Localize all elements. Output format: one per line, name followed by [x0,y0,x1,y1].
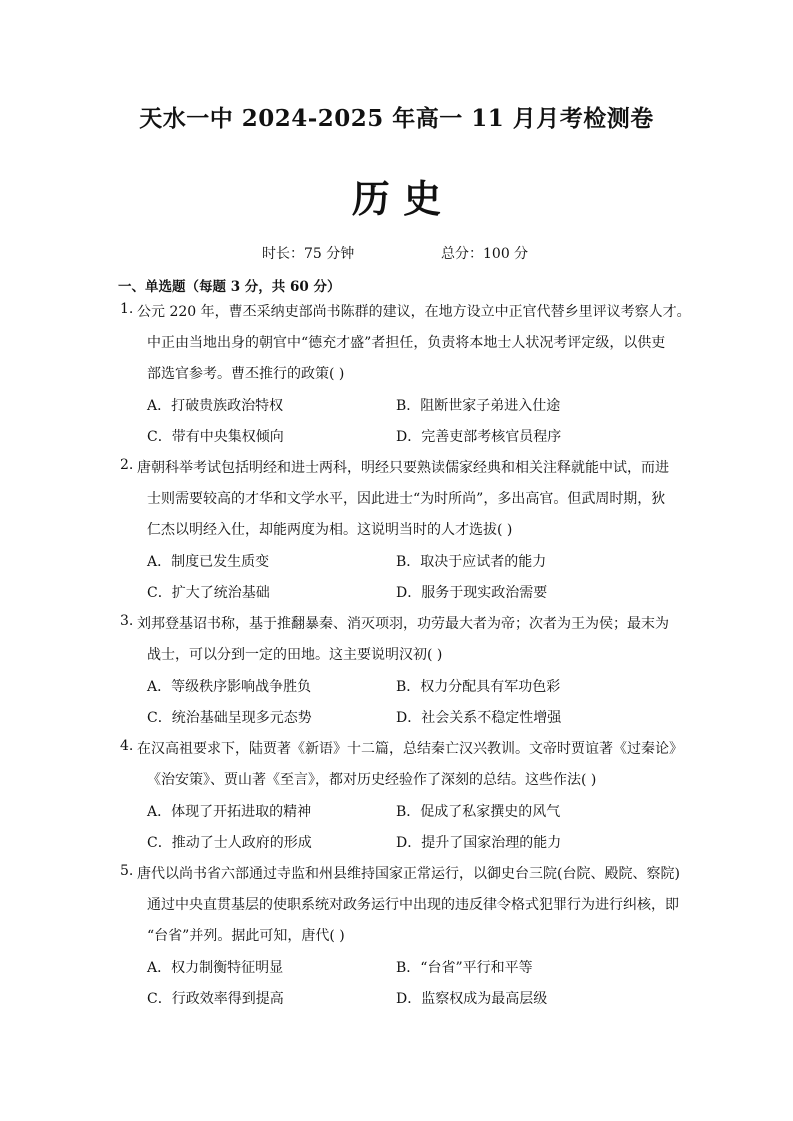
question-number: 1. [120,301,134,317]
option-a[interactable]: A．等级秩序影响战争胜负 [147,679,312,695]
question-text-line: 刘邦登基诏书称，基于推翻暴秦、消灭项羽，功劳最大者为帝；次者为王为侯；最末为 [137,616,669,632]
question-number: 5. [120,863,134,879]
option-a[interactable]: A．权力制衡特征明显 [147,960,284,976]
question-text-line: 唐代以尚书省六部通过寺监和州县维持国家正常运行，以御史台三院(台院、殿院、察院) [137,866,680,882]
question-text-line: 公元 220 年，曹丕采纳吏部尚书陈群的建议，在地方设立中正官代替乡里评议考察人才。 [137,304,691,320]
question-text-line: 部选官参考。曹丕推行的政策( ) [147,366,345,382]
option-b[interactable]: B．阻断世家子弟进入仕途 [396,398,561,414]
subject-title: 历 史 [351,176,442,221]
option-c[interactable]: C．统治基础呈现多元态势 [147,710,312,726]
option-a[interactable]: A．体现了开拓进取的精神 [147,804,312,820]
option-c[interactable]: C．推动了士人政府的形成 [147,835,312,851]
question-text-line: “台省”并列。据此可知，唐代( ) [147,928,345,944]
question-text-line: 通过中央直贯基层的使职系统对政务运行中出现的违反律令格式犯罪行为进行纠核，即 [147,897,679,913]
question-text-line: 在汉高祖要求下，陆贾著《新语》十二篇，总结秦亡汉兴教训。文帝时贾谊著《过秦论》 [137,741,683,757]
question-number: 2. [120,457,134,473]
option-d[interactable]: D．社会关系不稳定性增强 [396,710,562,726]
option-c[interactable]: C．扩大了统治基础 [147,585,270,601]
question-text-line: 战士，可以分到一定的田地。这主要说明汉初( ) [147,647,443,663]
question-number: 3. [120,613,134,629]
section-header: 一、单选题（每题 3 分，共 60 分） [118,279,341,295]
option-b[interactable]: B．权力分配具有军功色彩 [396,679,561,695]
option-b[interactable]: B．取决于应试者的能力 [396,554,547,570]
option-c[interactable]: C．带有中央集权倾向 [147,429,284,445]
option-d[interactable]: D．监察权成为最高层级 [396,991,548,1007]
question-text-line: 《治安策》、贾山著《至言》，都对历史经验作了深刻的总结。这些作法( ) [147,772,597,788]
option-c[interactable]: C．行政效率得到提高 [147,991,284,1007]
option-d[interactable]: D．完善吏部考核官员程序 [396,429,562,445]
question-text-line: 唐朝科举考试包括明经和进士两科，明经只要熟读儒家经典和相关注释就能中试，而进 [137,460,669,476]
option-d[interactable]: D．提升了国家治理的能力 [396,835,562,851]
duration-label: 时长：75 分钟 [262,246,355,262]
option-b[interactable]: B．促成了私家撰史的风气 [396,804,561,820]
total-score-label: 总分：100 分 [441,246,529,262]
option-a[interactable]: A．制度已发生质变 [147,554,270,570]
question-number: 4. [120,738,134,754]
option-b[interactable]: B．“台省”平行和平等 [396,960,533,976]
question-text-line: 中正由当地出身的朝官中“德充才盛”者担任，负责将本地士人状况考评定级，以供吏 [147,335,666,351]
option-d[interactable]: D．服务于现实政治需要 [396,585,548,601]
exam-title: 天水一中 2024-2025 年高一 11 月月考检测卷 [139,105,654,132]
question-text-line: 仁杰以明经入仕，却能两度为相。这说明当时的人才选拔( ) [147,522,513,538]
option-a[interactable]: A．打破贵族政治特权 [147,398,284,414]
question-text-line: 士则需要较高的才华和文学水平，因此进士“为时所尚”，多出高官。但武周时期，狄 [147,491,666,507]
